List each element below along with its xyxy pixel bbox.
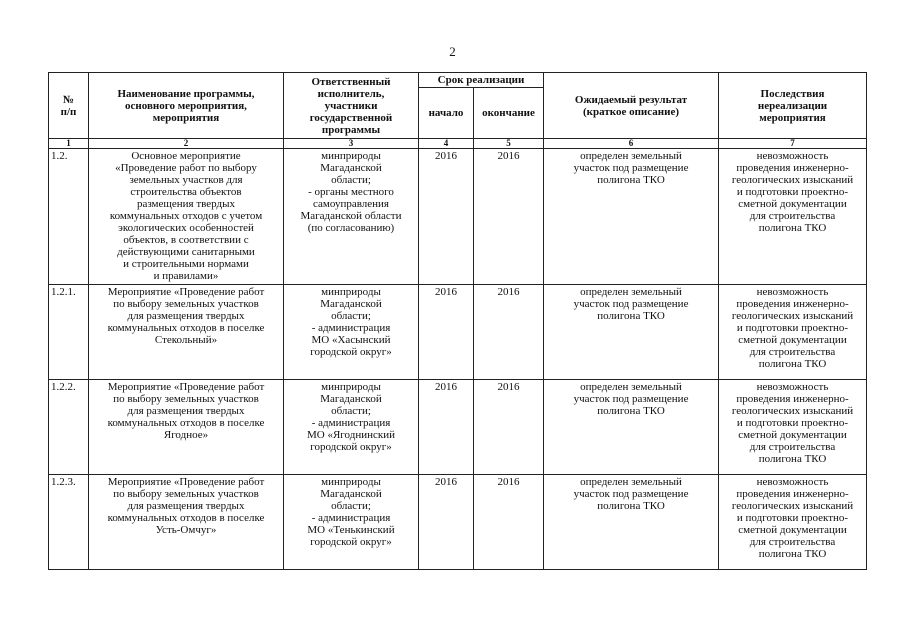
measures-table — [48, 72, 867, 570]
header-consequence: Последствия нереализации мероприятия — [719, 73, 867, 139]
table-row — [49, 149, 867, 285]
page-number: 2 — [449, 44, 456, 59]
row-result: определен земельный участок под размещение полигона ТКО — [544, 285, 719, 380]
row-number: 1.2.3. — [49, 475, 89, 570]
column-number: 4 — [419, 139, 474, 149]
row-number: 1.2.1. — [49, 285, 89, 380]
row-start: 2016 — [419, 149, 474, 285]
row-number: 1.2. — [49, 149, 89, 285]
row-responsible: минприроды Магаданской области; - администрация МО «Ягоднинский городской округ» — [284, 380, 419, 475]
row-start: 2016 — [419, 475, 474, 570]
table-row — [49, 380, 867, 475]
column-number: 3 — [284, 139, 419, 149]
row-consequence: невозможность проведения инженерно- геологических изысканий и подготовки проектно- сметной документации для строительства полигона ТКО — [719, 285, 867, 380]
row-number: 1.2.2. — [49, 380, 89, 475]
row-end: 2016 — [474, 149, 544, 285]
row-name: Мероприятие «Проведение работ по выбору земельных участков для размещения твердых коммунальных отходов в поселке Ягодное» — [89, 380, 284, 475]
row-end: 2016 — [474, 380, 544, 475]
row-end: 2016 — [474, 475, 544, 570]
row-consequence: невозможность проведения инженерно- геологических изысканий и подготовки проектно- сметной документации для строительства полигона ТКО — [719, 475, 867, 570]
header-period: Срок реализации — [419, 73, 544, 88]
column-number-row — [49, 139, 867, 149]
row-result: определен земельный участок под размещение полигона ТКО — [544, 475, 719, 570]
header-start: начало — [419, 88, 474, 139]
header-name: Наименование программы, основного мероприятия, мероприятия — [89, 73, 284, 139]
column-number: 1 — [49, 139, 89, 149]
table-row — [49, 475, 867, 570]
row-result: определен земельный участок под размещение полигона ТКО — [544, 149, 719, 285]
column-number: 2 — [89, 139, 284, 149]
header-no: № п/п — [49, 73, 89, 139]
column-number: 5 — [474, 139, 544, 149]
column-number: 7 — [719, 139, 867, 149]
header-responsible: Ответственный исполнитель, участники государственной программы — [284, 73, 419, 139]
header-row — [49, 73, 867, 88]
row-name: Основное мероприятие «Проведение работ по выбору земельных участков для строительства объектов размещения твердых коммунальных отходов с учетом экологических особенностей объектов, в соответствии с действующими санитарными и строительными нормами и правилами» — [89, 149, 284, 285]
row-responsible: минприроды Магаданской области; - администрация МО «Тенькинский городской округ» — [284, 475, 419, 570]
row-start: 2016 — [419, 285, 474, 380]
row-responsible: минприроды Магаданской области; - администрация МО «Хасынский городской округ» — [284, 285, 419, 380]
column-number: 6 — [544, 139, 719, 149]
header-end: окончание — [474, 88, 544, 139]
row-name: Мероприятие «Проведение работ по выбору земельных участков для размещения твердых коммунальных отходов в поселке Усть-Омчуг» — [89, 475, 284, 570]
row-start: 2016 — [419, 380, 474, 475]
header-result: Ожидаемый результат (краткое описание) — [544, 73, 719, 139]
row-consequence: невозможность проведения инженерно- геологических изысканий и подготовки проектно- сметной документации для строительства полигона ТКО — [719, 380, 867, 475]
row-consequence: невозможность проведения инженерно- геологических изысканий и подготовки проектно- сметной документации для строительства полигона ТКО — [719, 149, 867, 285]
row-result: определен земельный участок под размещение полигона ТКО — [544, 380, 719, 475]
row-end: 2016 — [474, 285, 544, 380]
table-row — [49, 285, 867, 380]
row-name: Мероприятие «Проведение работ по выбору земельных участков для размещения твердых коммунальных отходов в поселке Стекольный» — [89, 285, 284, 380]
row-responsible: минприроды Магаданской области; - органы местного самоуправления Магаданской области (по согласованию) — [284, 149, 419, 285]
